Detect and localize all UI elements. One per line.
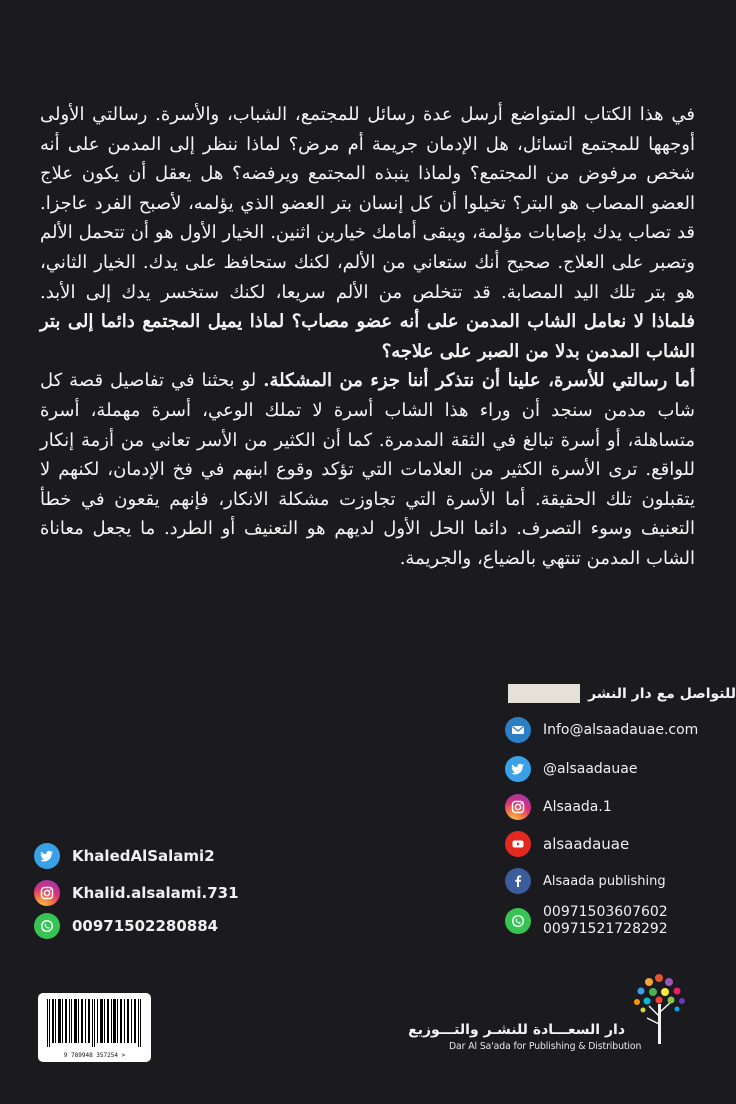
youtube-icon [505, 831, 531, 857]
author-twitter-row[interactable] [34, 843, 215, 869]
author-instagram-row[interactable] [34, 880, 239, 906]
isbn-barcode [38, 993, 151, 1062]
facebook-icon [505, 868, 531, 894]
publisher-instagram-row[interactable] [505, 794, 612, 820]
publisher-whatsapp-1[interactable]: 00971503607602 [543, 904, 668, 920]
header-accent-bar [508, 684, 580, 703]
isbn-digits: 9 789948 357254 > [63, 1052, 126, 1059]
publisher-youtube-row[interactable] [505, 831, 629, 857]
mail-icon [505, 717, 531, 743]
author-instagram[interactable]: Khalid.alsalami.731 [72, 884, 239, 902]
family-lead-sentence: أما رسالتي للأسرة، علينا أن نتذكر أننا جزء من المشكلة. [263, 370, 695, 392]
barcode-bars [45, 999, 144, 1047]
instagram-icon [505, 794, 531, 820]
paragraph-family: أما رسالتي للأسرة، علينا أن نتذكر أننا جزء من المشكلة. لو بحثنا في تفاصيل قصة كل شاب مدمن سنجد أن وراء هذا الشاب أسرة لا تملك الوعي، أسرة مهملة، أسرة متساهلة، أو أسرة تبالغ في الثقة المدمرة. كما أن الكثير من الأسر تعاني من أزمة إنكار للواقع. ترى الأسرة الكثير من العلامات التي تؤكد وقوع ابنهم في فخ الإدمان، لكنهم لا يتقبلون تلك الحقيقة. أما الأسرة التي تجاوزت مشكلة الانكار، فإنهم يقعون في خطأ التعنيف وسوء التصرف. دائما الحل الأول لديهم هو التعنيف أو الطرد. ما يجعل معاناة الشاب المدمن تنتهي بالضياع، والجريمة. [40, 370, 695, 569]
publisher-facebook-row[interactable] [505, 868, 666, 894]
whatsapp-icon [505, 908, 531, 934]
publisher-whatsapp-row[interactable] [505, 904, 668, 938]
back-cover-text [40, 100, 695, 574]
publisher-email-row[interactable] [505, 717, 698, 743]
author-whatsapp[interactable]: 00971502280884 [72, 917, 219, 935]
publisher-twitter[interactable]: @alsaadauae [543, 761, 638, 777]
publisher-whatsapp-2[interactable]: 00971521728292 [543, 921, 668, 937]
instagram-icon [34, 880, 60, 906]
twitter-icon [34, 843, 60, 869]
author-twitter[interactable]: KhaledAlSalami2 [72, 847, 215, 865]
paragraph-question: فلماذا لا نعامل الشاب المدمن على أنه عضو مصاب؟ لماذا يميل المجتمع دائما إلى بتر الشاب المدمن بدلا من الصبر على علاجه؟ [40, 311, 695, 362]
publisher-name-arabic: دار السعـــادة للنشـر والتـــوزيع [408, 1022, 625, 1038]
publisher-contact-header [508, 684, 736, 703]
twitter-icon [505, 756, 531, 782]
publisher-name-english: Dar Al Sa'ada for Publishing & Distribution [449, 1041, 642, 1052]
publisher-youtube[interactable]: alsaadauae [543, 835, 630, 853]
publisher-instagram[interactable]: Alsaada.1 [543, 799, 612, 815]
publisher-contact-label: للتواصل مع دار النشر [588, 685, 736, 702]
publisher-email[interactable]: Info@alsaadauae.com [543, 722, 699, 738]
author-whatsapp-row[interactable] [34, 913, 218, 939]
tree-logo-icon [631, 970, 691, 1044]
whatsapp-icon [34, 913, 60, 939]
publisher-logo [408, 970, 695, 1060]
paragraph-society: في هذا الكتاب المتواضع أرسل عدة رسائل للمجتمع، الشباب، والأسرة. رسالتي الأولى أوجهها للمجتمع اتسائل، هل الإدمان جريمة أم مرض؟ لماذا ننظر إلى المدمن على أنه شخص مرفوض من المجتمع؟ ولماذا ينبذه المجتمع ويرفضه؟ هل يعقل أن يكون علاج العضو المصاب هو البتر؟ تخيلوا أن كل إنسان بتر العضو الذي يؤلمه، لأصبح الفرد عاجزا. قد تصاب يدك بإصابات مؤلمة، ويبقى أمامك خيارين اثنين. الخيار الأول هو أن تتحمل الألم وتصبر على العلاج. صحيح أنك ستعاني من الألم، لكنك ستحافظ على يدك. الخيار الثاني، هو بتر تلك اليد المصابة. قد تتخلص من الألم سريعا، لكنك ستخسر يدك إلى الأبد. [40, 104, 695, 303]
publisher-whatsapp-numbers[interactable] [543, 904, 668, 938]
publisher-twitter-row[interactable] [505, 756, 637, 782]
publisher-facebook[interactable]: Alsaada publishing [543, 873, 666, 889]
